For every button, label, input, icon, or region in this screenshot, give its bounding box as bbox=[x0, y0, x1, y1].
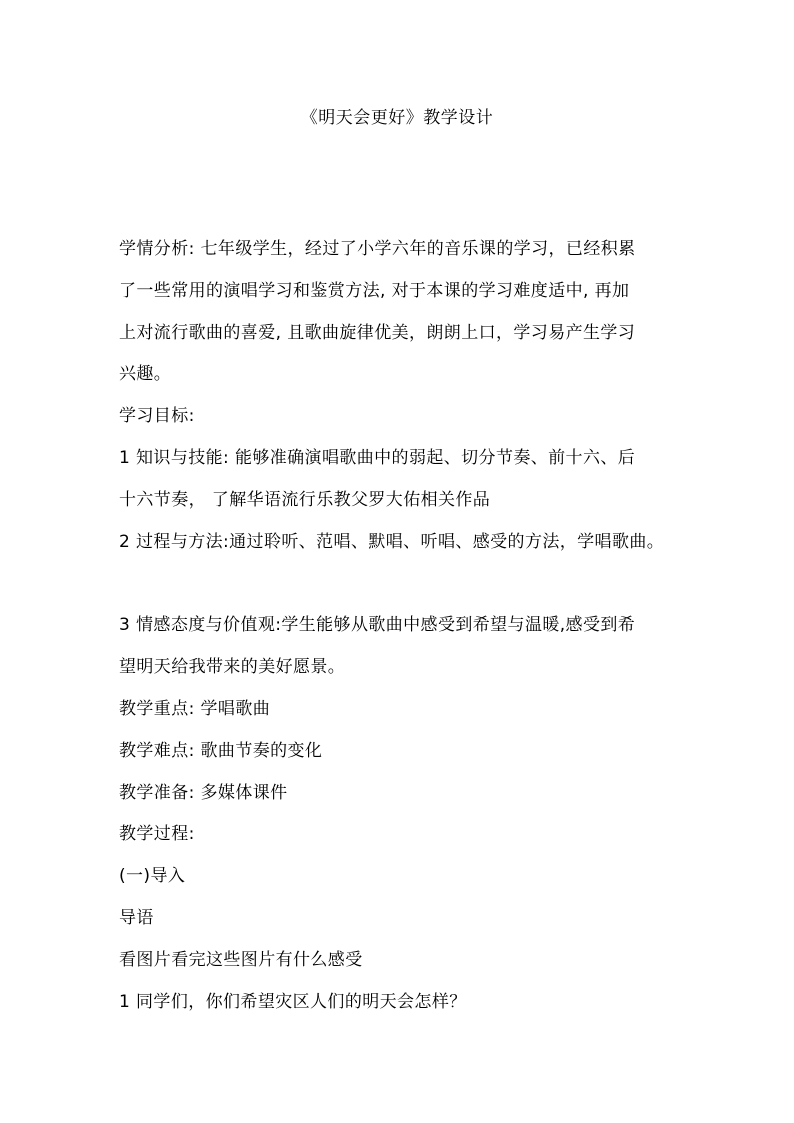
analysis-line: 学情分析: 七年级学生，经过了小学六年的音乐课的学习，已经积累 bbox=[119, 239, 636, 259]
goals-heading: 学习目标: bbox=[119, 406, 195, 427]
goal-process-paragraph bbox=[119, 522, 683, 564]
analysis-line: 兴趣。 bbox=[119, 364, 172, 385]
goal-emotion-line: 3 情感态度与价值观:学生能够从歌曲中感受到希望与温暖,感受到希 bbox=[119, 615, 636, 636]
goal-knowledge-paragraph bbox=[119, 438, 683, 522]
process-heading: 教学过程: bbox=[119, 824, 195, 845]
analysis-paragraph bbox=[119, 229, 683, 396]
key-point: 教学重点: 学唱歌曲 bbox=[119, 698, 271, 719]
analysis-line: 了一些常用的演唱学习和鉴赏方法, 对于本课的学习难度适中, 再加 bbox=[119, 280, 630, 301]
goal-emotion-paragraph bbox=[119, 605, 683, 689]
goal-knowledge-line: 1 知识与技能: 能够准确演唱歌曲中的弱起、切分节奏、前十六、后 bbox=[119, 447, 636, 468]
question-item: 1 同学们，你们希望灾区人们的明天会怎样？ bbox=[119, 991, 467, 1012]
analysis-line: 上对流行歌曲的喜爱, 且歌曲旋律优美，朗朗上口，学习易产生学习 bbox=[119, 322, 636, 343]
intro-label: 导语 bbox=[119, 907, 154, 928]
goal-emotion-line: 望明天给我带来的美好愿景。 bbox=[119, 657, 346, 678]
goal-knowledge-line: 十六节奏， 了解华语流行乐教父罗大佑相关作品 bbox=[119, 489, 491, 510]
intro-text: 看图片看完这些图片有什么感受 bbox=[119, 949, 363, 970]
preparation: 教学准备: 多媒体课件 bbox=[119, 782, 288, 803]
document-body bbox=[119, 229, 683, 1023]
paragraph-gap bbox=[119, 563, 683, 605]
goal-process-line: 2 过程与方法:通过聆听、范唱、默唱、听唱、感受的方法，学唱歌曲。 bbox=[119, 531, 665, 552]
document-title: 《明天会更好》教学设计 bbox=[300, 108, 494, 128]
section-heading: (一)导入 bbox=[119, 866, 186, 887]
difficulty: 教学难点: 歌曲节奏的变化 bbox=[119, 740, 323, 761]
